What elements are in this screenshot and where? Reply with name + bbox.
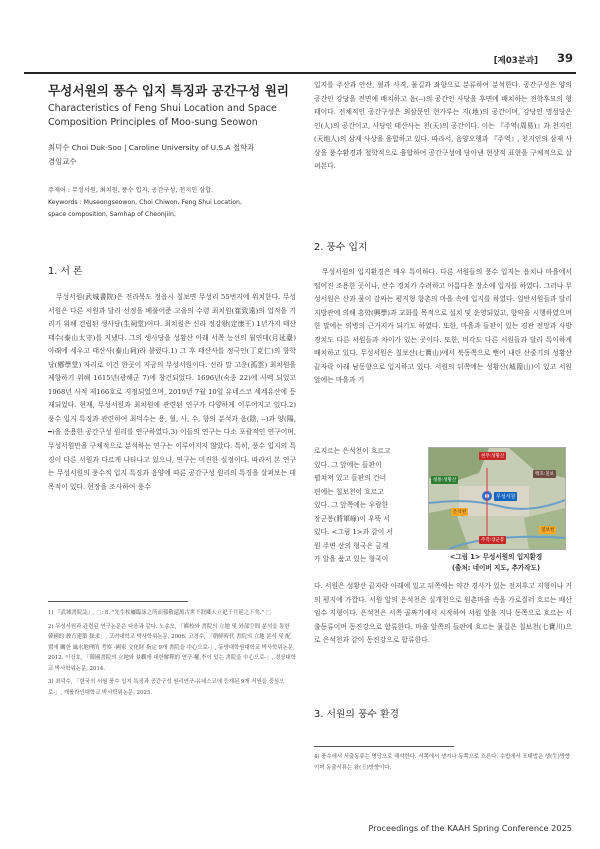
left-column — [48, 82, 296, 625]
right-body-1 — [314, 79, 572, 227]
map-label-stream: 은석천 — [453, 510, 467, 515]
wrap-line: 있다. <그림 1>과 같이 서 — [314, 528, 394, 537]
map-label-right: 백호:칠보 — [535, 472, 554, 477]
footnote-1: 1) 『武城書院誌』, ⬚: 8. "先生杖屨臨詠之所而孫敬還萬古世不泯鄕人立祀于月延之下矣." ⬚ — [48, 610, 271, 616]
section-heading-environment: 3. 서원의 풍수 환경 — [314, 709, 399, 720]
session-label: [제03분과] — [493, 56, 538, 66]
right-column — [314, 79, 572, 442]
right-body-3 — [314, 580, 572, 675]
map-label-center: 무성서원 — [496, 494, 516, 500]
footer-proceedings: Proceedings of the KAAH Spring Conference 2025 — [368, 823, 572, 833]
title-english-line-1: Characteristics of Feng Shui Location and Space — [48, 103, 277, 114]
right-body-2 — [314, 266, 572, 442]
footnotes-left — [48, 608, 296, 748]
right-paragraph-3: 다. 서원은 성황산 끝자락 아래에 있고 뒤쪽에는 약간 경사가 있는 전저후고 지형이나 거의 평지에 가깝다. 서원 앞의 은석천은 실개천으로 원촌마을 속을 가로질러 흐르는 배산임수 지형이다. 은석천은 서쪽 골짜기에서 시작하여 서원 앞을 지나 동쪽으로 흐르는 서출동류이며 동진강으로 합류한다. 마을 앞쪽의 들판에 흐르는 물길은 칠보천(七寶川)으로 은석천과 같이 동진강으로 합류한다. — [314, 582, 572, 645]
map-label-top: 현무:성황산 — [481, 454, 505, 459]
map-label-left: 청룡:성황산 — [433, 478, 457, 483]
wrap-line: 장군봉(將軍峰)이 우뚝 서 — [314, 514, 390, 523]
header-rule — [24, 72, 576, 74]
footnote-rule-right — [314, 746, 454, 747]
figure-caption-title: <그림 1> 무성서원의 입지환경 — [449, 553, 543, 561]
footnote-3: 3) 최덕수, 「한국의 서원 풍수 입지 특징과 공간구성 원리연구-유네스코에 등재된 9개 서원을 중심으로-」, 캐롤라인대학교 박사학위논문, 2025. — [48, 679, 285, 696]
wrap-line: 펼쳐져 있고 들판의 건너 — [314, 474, 387, 483]
keywords-english-line-1: Keywords : Museongseowon, Choi Chiwon, Feng Shui Location, — [48, 199, 242, 206]
wrap-line: 원 주변 산의 형국은 금계 — [314, 541, 389, 550]
footnote-rule — [48, 601, 188, 602]
keywords-english — [48, 197, 296, 221]
author-info — [48, 141, 296, 168]
footnote-4: 4) 풍수에서 서출동류는 명당으로 해석한다. 서쪽에서 생겨나 동쪽으로 흐른다. 수법에서 포태법은 생(生)방향이며 동출서류는 왕(王)방향이다. — [314, 754, 571, 771]
title-english — [48, 102, 296, 129]
wrap-line: 있다. 그 앞에는 들판이 — [314, 460, 382, 469]
title-korean: 무성서원의 풍수 입지 특징과 공간구성 원리 — [48, 83, 289, 98]
figure-caption — [428, 552, 564, 574]
wrap-line: 가 알을 품고 있는 형국이 — [314, 555, 389, 564]
map-label-bottom: 주작:장군봉 — [481, 538, 505, 543]
figure-caption-source: (출처: 네이버 지도, 추가작도) — [451, 564, 541, 572]
wrap-line: 로지르는 은석천이 흐르고 — [314, 447, 391, 455]
right-paragraph-1: 입지를 주산과 안산, 혈과 사격, 물길과 좌향으로 분류하여 분석한다. 공간구성은 양의 공간인 강당을 전면에 배치하고 음(--)의 공간인 사당을 후면에 배치하는 전학후묘의 형태이다. 전체적인 공간구성은 외삼문인 현가루는 지(地)의 공간이며, 강당인 명성당은 인(人)의 공간이고, 사당인 태산사는 천(天)의 공간이다. 이는 『주역(周易)』과 천지인(天地人)의 삼재 사상을 융합하고 있다. 따라서, 음양오행과 『주역』, 천지인의 삼재 사상을 풍수환경과 철학적으로 융합하여 공간구성에 담아낸 현상적 표현을 구체적으로 살펴본다. — [314, 81, 572, 171]
right-paragraph-2: 무성서원의 입지환경은 매우 특이하다. 다른 서원들의 풍수 입지는 읍치나 마을에서 떨어진 조용한 곳이나, 산수 경치가 수려하고 아름다운 장소에 입지를 하였다. 그러나 무성서원은 산과 물이 감싸는 평지형 향촌의 마을 속에 입지를 하였다. 일반서원들과 달리 지방관에 의해 흥학(興學)과 교화를 목적으로 설치 및 운영되었고, 향약을 시행하였으며 한 말에는 의병의 근거지가 되기도 하였다. 또한, 마을과 들판이 있는 경관 전망과 사방 경치도 다른 서원들과 차이가 있는 곳이다. 또한, 비각도 다른 서원들과 달리 특이하게 배치하고 있다. 무성서원은 칠보산(七寶山)에서 북동쪽으로 뻗어 내린 산줄기의 성황산 끝자락 아래 남동향으로 입지하고 있다. 서원의 뒤쪽에는 성황산(城隍山)이 있고 서원 앞에는 마을과 기 — [314, 268, 572, 385]
intro-body — [48, 291, 296, 625]
wrap-line: 있다. 그 앞쪽에는 우람한 — [314, 501, 389, 510]
author-line-1: 최덕수 Choi Duk-Soo | Caroline University of U.S.A 철학과 — [48, 143, 255, 152]
location-map — [428, 447, 566, 550]
page-number: 39 — [556, 51, 573, 65]
wrap-text — [314, 445, 422, 567]
map-label-br: 칠보천 — [541, 528, 555, 533]
section-heading-intro: 1. 서 론 — [48, 266, 83, 277]
author-line-2: 겸임교수 — [48, 156, 77, 166]
wrap-line: 편에는 칠보천이 흐르고 — [314, 487, 384, 496]
footnote-2: 2) 무성서원과 관련된 연구논문은 다음과 같다. 노송오, 「鄕校와 書院의 立地 및 外部空間 분석을 통한 韓國的 敎育建築 探求」, 고려대학교 박사학위논문, 2006. 고경수, 「朝鮮時代 書院의 立地 분석 및 配置에 關한 風水地理的 考察 -國家 文化財 指定 9개 書院을 中心으로-」, 동방대학원대학교 박사학위논문, 2012. 이상호, 「韓國書院의 立地와 景觀에 대한解釋的 연구-權,李이 있는 書院을 中心으로-」, 경상대학교 박사학위논문, 2014. — [48, 623, 296, 672]
section-heading-fengshui: 2. 풍수 입지 — [314, 242, 368, 253]
keywords-english-line-2: space composition, Samhap of Cheonjiin, — [48, 211, 176, 218]
keywords-korean: 주제어 : 무성서원, 최치원, 풍수 입지, 공간구성, 천지인 삼합. — [48, 187, 214, 194]
title-english-line-2: Composition Principles of Moo-sung Seowon — [48, 116, 258, 128]
intro-paragraph: 무성서원(武城書院)은 전라북도 정읍시 칠보면 무성리 55번지에 위치한다. 무성서원은 다른 서원과 달리 선정을 베풀어준 고을의 수령 최치원(崔致遠)의 업적을 기리기 위해 건립된 생사당(生祠堂)이다. 최치원은 신라 정강왕(定康王) 1년가지 태산태수(泰山太守)를 지냈다. 그의 생사당을 성황산 아래 서쪽 능선의 월연대(月延臺) 아래에 세우고 태산사(泰山祠)라 불렀다.1) 그 후 태산사를 정극인(丁克仁)의 향학당(鄕學堂) 자리로 이건 한곳이 지금의 무성서원이다. 신라 말 고운(孤雲) 최치원을 제향하기 위해 1615년(광해군 7)에 창건되었다. 1696년(숙종 22)에 사액 되었고 1968년 사적 제166호로 지정되었으며, 2019년 7월 10일 유네스코 세계유산에 등재되었다. 현재, 무성서원과 최치원에 관련된 연구가 다양하게 이루어지고 있다.2) 풍수 입지 특징과 관련하여 최덕수는 용, 혈, 사, 수, 향의 분석과 음(陰, --)과 양(陽, ━)을 응용한 공간구성 원리를 연구하였다.3) 이들의 연구는 다소 포괄적인 연구이며, 무성서원만을 구체적으로 분석하는 연구는 이루어지지 않았다. 특히, 풍수 입지의 특징이 다른 서원과 다르게 나타나고 있으나, 연구는 미진한 실정이다. 따라서 본 연구는 무성서원의 풍수적 입지 특징과 음양에 따른 공간구성 원리의 특징을 살펴보는 데 목적이 있다. 현장을 조사하여 풍수 — [48, 293, 296, 491]
